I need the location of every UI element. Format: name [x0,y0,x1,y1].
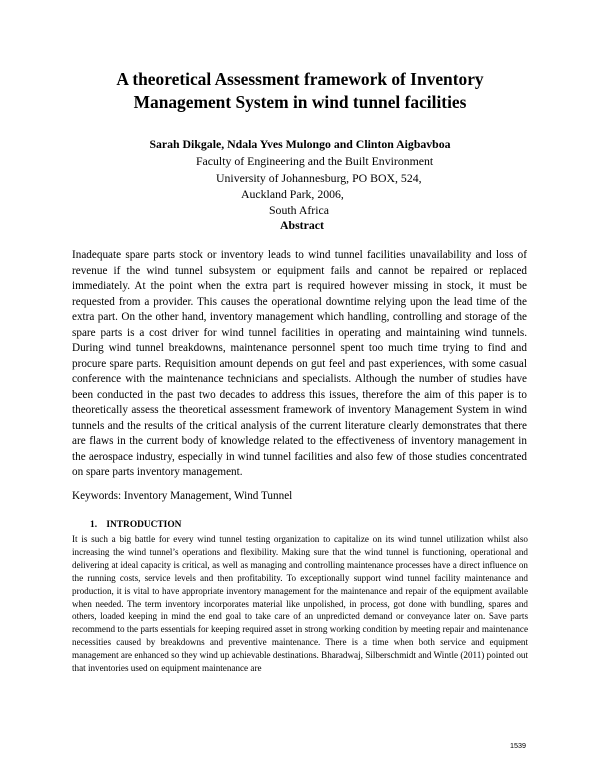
paper-title-line-2: Management System in wind tunnel facilities [133,92,467,112]
author-list: Sarah Dikgale, Ndala Yves Mulongo and Clinton Aigbavboa [149,137,451,151]
section-number: 1. [90,520,98,530]
abstract-body: Inadequate spare parts stock or inventory leads to wind tunnel facilities unavailability and loss of revenue if the wind tunnel subsystem or equipment fails and cannot be repaired or replaced immediately. At the point when the extra part is required however missing in stock, it must be requested from a provider. This causes the operational downtime relying upon the lead time of the extra part. On the other hand, inventory management which handling, controlling and storage of the spare parts is a cost driver for wind tunnel facilities in operating and maintaining wind tunnels. During wind tunnel breakdowns, maintenance personnel spent too much time trying to find and procure spare parts. Requisition amount depends on gut feel and past experiences, with some casual conference with the maintenance technicians and specialists. Although the number of studies have been conducted in the past two decades to address this issues, therefore the aim of this paper is to theoretically assess the theoretical assessment framework of inventory Management System in wind tunnels and the results of the critical analysis of the current literature clearly demonstrates that there are flaws in the current body of knowledge related to the effectiveness of inventory management in the aerospace industry, especially in wind tunnel facilities and also few of those studies concentrated on spare parts inventory management. [72,249,527,478]
page-number: 1539 [510,741,526,750]
affiliation-faculty: Faculty of Engineering and the Built Environment [196,154,434,168]
affiliation-university: University of Johannesburg, PO BOX, 524, [216,171,422,185]
introduction-body: It is such a big battle for every wind tunnel testing organization to capitalize on its wind tunnel utilization whilst also increasing the wind tunnel’s operations and flexibility. Making sure that the wind tunnel is functioning, operational and delivering at ideal capacity is critical, as well as managing and controlling maintenance processes have a direct influence on the running costs, service levels and then profitability. To exceptionally support wind tunnel facility maintenance and production, it is vital to have appropriate inventory management for the maintenance and repair of the equipment available when needed. The term inventory incorporates material like unpolished, in process, got done with bundling, spares and others, loaded keeping in mind the end goal to take care of an unpredicted demand or conveyance later on. Save parts recommend to the parts essentials for keeping required asset in strong working condition by meeting repair and maintenance necessities caused by breakdowns and preventive maintenance. There is a time when both service and equipment management are enhanced so they wind up achievable destinations. Bharadwaj, Silberschmidt and Wintle (2011) pointed out that inventories used on equipment maintenance are [72,534,528,674]
paper-title [0,68,600,114]
section-title: INTRODUCTION [106,520,182,530]
paper-title-line-1: A theoretical Assessment framework of Inventory [116,69,484,89]
affiliation-country: South Africa [269,203,329,217]
abstract-heading: Abstract [280,218,324,232]
affiliation-city: Auckland Park, 2006, [241,187,344,201]
section-heading-introduction [90,520,181,530]
keywords-line: Keywords: Inventory Management, Wind Tunnel [72,490,293,502]
